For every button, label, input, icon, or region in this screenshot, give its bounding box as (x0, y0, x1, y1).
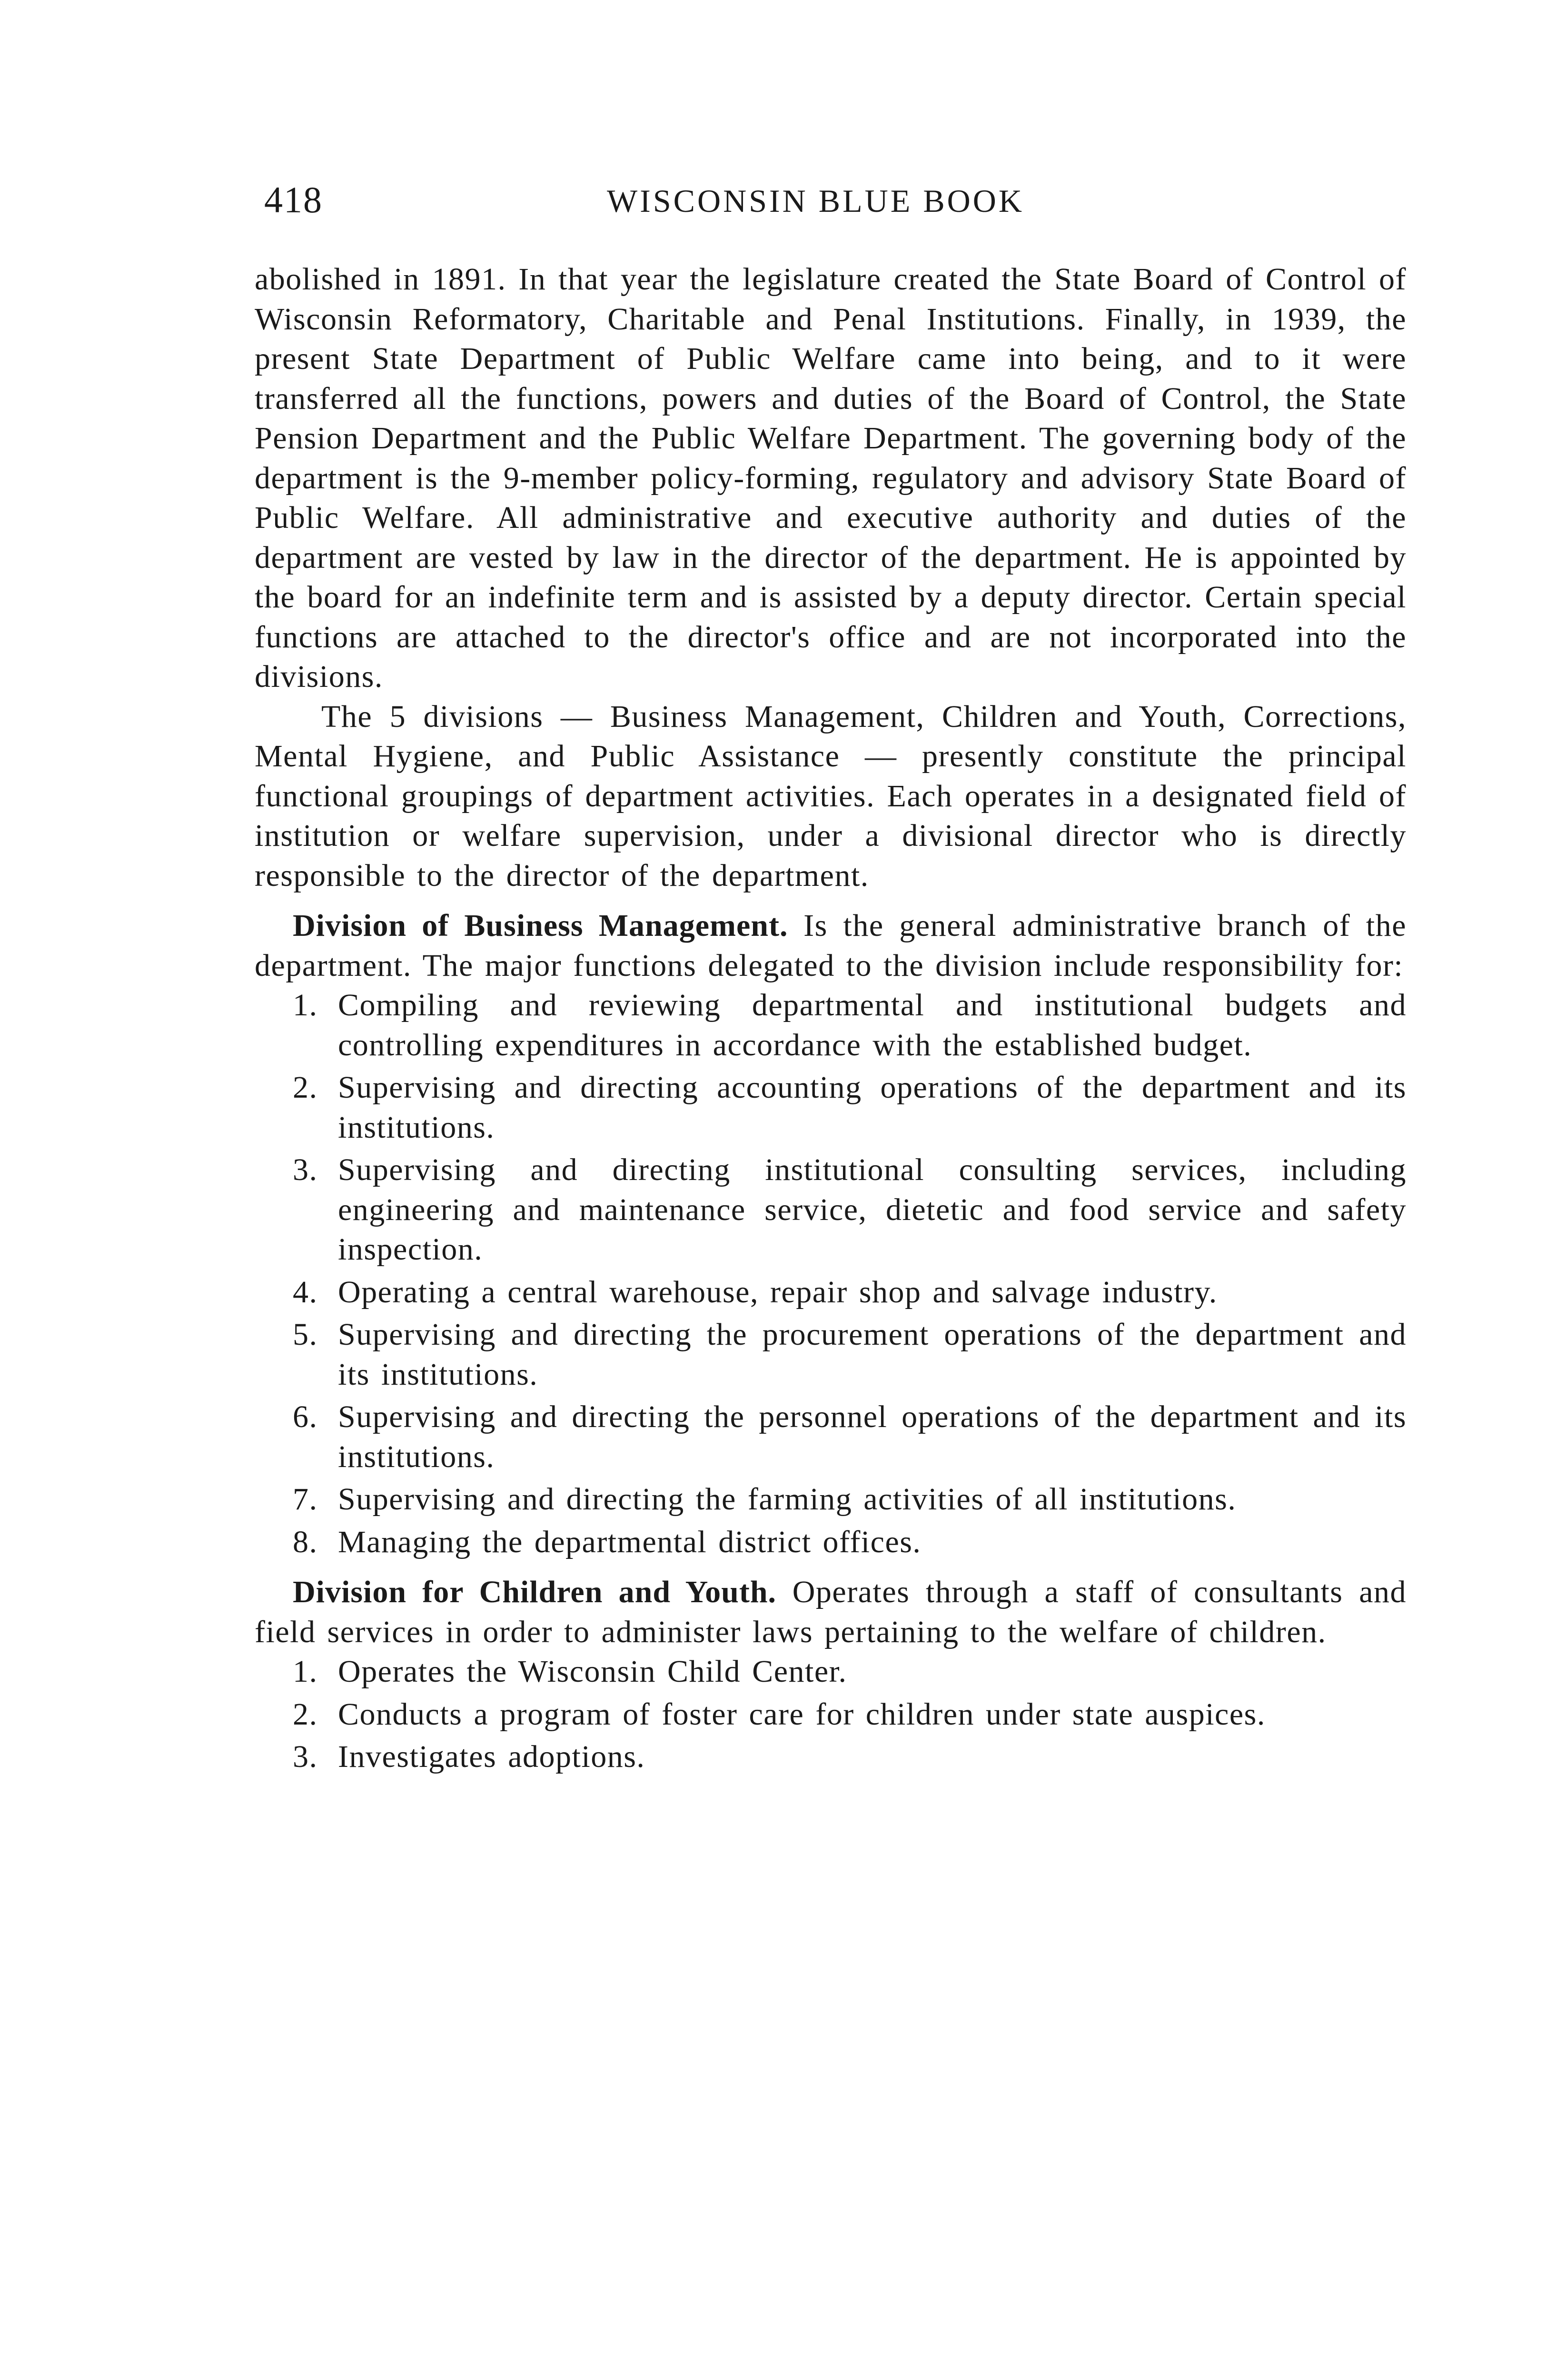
page-body (255, 259, 1407, 1780)
list-item-number: 6. (293, 1399, 318, 1434)
children-youth-heading: Division for Children and Youth. (293, 1575, 777, 1609)
business-management-paragraph (255, 906, 1407, 985)
intro-paragraph: abolished in 1891. In that year the legislature created the State Board of Control of Wisconsin Reformatory, Charitable and Penal Institutions. Finally, in 1939, the present State Department of Public Welfare came into being, and to it were transferred all the functions, powers and duties of the Board of Control, the State Pension Department and the Public Welfare Department. The governing body of the department is the 9-member policy-forming, regulatory and advisory State Board of Public Welfare. All administrative and executive authority and duties of the department are vested by law in the director of the department. He is appointed by the board for an indefinite term and is assisted by a deputy director. Certain special functions are attached to the director's office and are not incorporated into the divisions. (255, 262, 1407, 694)
list-item (255, 1397, 1407, 1477)
list-item-text: Operating a central warehouse, repair shop and salvage industry. (338, 1274, 1218, 1309)
list-item-text: Supervising and directing the procurement operations of the department and its institutions. (338, 1317, 1407, 1392)
running-title: WISCONSIN BLUE BOOK (607, 183, 1024, 219)
list-item-number: 2. (293, 1070, 318, 1105)
children-youth-text: Operates through a staff of consultants and field services in order to administer laws pertaining to the welfare of children. (255, 1575, 1407, 1649)
list-item-text: Managing the departmental district offices. (338, 1524, 922, 1559)
list-item-text: Supervising and directing the personnel operations of the department and its institutions. (338, 1399, 1407, 1474)
list-item (255, 1522, 1407, 1562)
list-item-text: Supervising and directing the farming activities of all institutions. (338, 1482, 1237, 1517)
list-item (255, 1315, 1407, 1394)
list-item-text: Conducts a program of foster care for children under state auspices. (338, 1696, 1266, 1732)
page-number: 418 (264, 179, 323, 220)
list-item-text: Operates the Wisconsin Child Center. (338, 1654, 847, 1689)
list-item (255, 985, 1407, 1065)
list-item-number: 1. (293, 988, 318, 1022)
list-item-number: 3. (293, 1152, 318, 1187)
list-item-text: Compiling and reviewing departmental and institutional budgets and controlling expenditures in accordance with the established budget. (338, 988, 1407, 1062)
list-item-text: Supervising and directing accounting operations of the department and its institutions. (338, 1070, 1407, 1145)
list-item (255, 1150, 1407, 1269)
list-item (255, 1479, 1407, 1519)
list-item-number: 4. (293, 1274, 318, 1309)
page-header (264, 178, 1407, 236)
list-item (255, 1272, 1407, 1312)
business-management-text: Is the general administrative branch of the department. The major functions delegated to the division include responsibility for: (255, 908, 1407, 983)
list-item (255, 1652, 1407, 1692)
list-item-number: 2. (293, 1696, 318, 1732)
list-item-text: Supervising and directing institutional consulting services, including engineering and maintenance service, dietetic and food service and safety inspection. (338, 1152, 1407, 1267)
list-item-number: 3. (293, 1739, 318, 1774)
business-management-list (255, 985, 1407, 1562)
list-item-number: 1. (293, 1654, 318, 1689)
list-item (255, 1068, 1407, 1147)
list-item-number: 5. (293, 1317, 318, 1352)
list-item (255, 1695, 1407, 1735)
children-youth-list (255, 1652, 1407, 1777)
divisions-paragraph: The 5 divisions — Business Management, Children and Youth, Corrections, Mental Hygiene, and Public Assistance — presently constitute the principal functional groupings of department activities. Each operates in a designated field of institution or welfare supervision, under a divisional director who is directly responsible to the director of the department. (255, 699, 1407, 893)
list-item (255, 1737, 1407, 1777)
business-management-heading: Division of Business Management. (293, 908, 788, 943)
children-youth-paragraph (255, 1572, 1407, 1652)
list-item-number: 8. (293, 1524, 318, 1559)
list-item-text: Investigates adoptions. (338, 1739, 645, 1774)
list-item-number: 7. (293, 1482, 318, 1517)
